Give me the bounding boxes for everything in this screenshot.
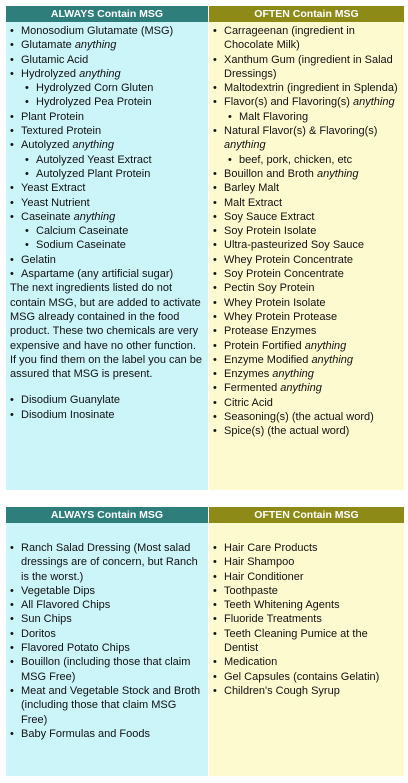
often-contain-column — [209, 507, 404, 776]
item-text: Autolyzed — [21, 139, 73, 152]
item-qualifier: anything — [316, 167, 359, 180]
list-item — [209, 353, 404, 367]
item-qualifier: anything — [79, 67, 121, 80]
item-text: Medication — [224, 656, 278, 669]
item-text: Hydrolyzed Pea Protein — [36, 96, 152, 109]
list-item — [209, 53, 404, 82]
list-item — [209, 95, 404, 109]
item-text: Hair Care Products — [224, 542, 318, 554]
always-contain-column — [6, 507, 208, 776]
list-item — [209, 655, 404, 669]
list-item — [6, 196, 208, 210]
list-item — [209, 381, 404, 395]
list-item — [209, 410, 404, 424]
list-item — [6, 210, 208, 224]
item-text: Flavored Potato Chips — [21, 642, 130, 655]
item-text: Doritos — [21, 627, 56, 640]
item-text: Glutamate — [21, 39, 75, 52]
item-text: Baby Formulas and Foods — [21, 727, 151, 740]
list-item — [6, 408, 208, 422]
item-text: Fluoride Treatments — [224, 613, 322, 626]
list-item — [209, 167, 404, 181]
item-text: Xanthum Gum (ingredient in Salad Dressings) — [224, 53, 393, 80]
sub-list-item — [6, 224, 208, 238]
list-item — [209, 627, 404, 656]
list-item — [6, 181, 208, 195]
item-qualifier: anything — [352, 96, 395, 109]
list-item — [6, 727, 208, 741]
sub-list-item — [6, 153, 208, 167]
item-text: Monosodium Glutamate (MSG) — [21, 25, 174, 37]
item-text: Disodium Guanylate — [21, 394, 121, 407]
sub-list-item — [6, 95, 208, 109]
item-text: Sodium Caseinate — [36, 239, 126, 252]
item-text: Gel Capsules (contains Gelatin) — [224, 670, 380, 683]
item-text: Soy Protein Isolate — [224, 225, 317, 238]
item-qualifier: anything — [73, 210, 116, 223]
sub-list-item — [6, 238, 208, 252]
list-item — [6, 138, 208, 152]
sub-list-item — [209, 153, 404, 167]
always-contain-column — [6, 6, 208, 490]
item-text: Autolyzed Plant Protein — [36, 167, 151, 180]
list-item — [209, 210, 404, 224]
activator-note: The next ingredients listed do not contain MSG, but are added to activate MSG already contained in the food product. These two chemicals are very expensive and have no other function. If you find them on the label you can be assured that MSG is present. — [10, 282, 203, 381]
msg-table-products — [6, 507, 404, 776]
list-item — [209, 310, 404, 324]
list-item — [209, 612, 404, 626]
item-text: Yeast Nutrient — [21, 196, 90, 209]
often-contain-column — [209, 6, 404, 490]
list-item — [209, 196, 404, 210]
list-item — [209, 367, 404, 381]
list-item — [209, 339, 404, 353]
item-text: Natural Flavor(s) & Flavoring(s) — [224, 125, 378, 138]
item-text: Spice(s) (the actual word) — [224, 425, 350, 438]
list-item — [209, 324, 404, 338]
list-item — [6, 612, 208, 626]
item-text: Flavor(s) and Flavoring(s) — [224, 96, 353, 109]
column-header: OFTEN Contain MSG — [209, 6, 404, 22]
item-text: Enzymes — [224, 368, 273, 381]
list-item — [209, 296, 404, 310]
list-item — [6, 67, 208, 81]
list-item — [209, 181, 404, 195]
item-text: Whey Protein Isolate — [224, 296, 326, 309]
list-item — [209, 670, 404, 684]
item-text: Hydrolyzed Corn Gluten — [36, 82, 154, 95]
list-item — [209, 541, 404, 555]
sub-list-item — [6, 81, 208, 95]
item-text: Gelatin — [21, 253, 56, 266]
item-qualifier: anything — [304, 339, 347, 352]
item-text: Whey Protein Protease — [224, 310, 338, 323]
item-text: Hydrolyzed — [21, 67, 80, 80]
item-text: Protein Fortified — [224, 339, 305, 352]
list-item — [209, 267, 404, 281]
item-text: Pectin Soy Protein — [224, 282, 315, 295]
list-item — [6, 627, 208, 641]
item-text: Ultra-pasteurized Soy Sauce — [224, 239, 365, 252]
ingredient-list — [209, 24, 404, 439]
item-text: Malt Extract — [224, 196, 283, 209]
item-text: Toothpaste — [224, 584, 278, 597]
list-item — [209, 570, 404, 584]
column-header: ALWAYS Contain MSG — [6, 507, 208, 523]
item-text: All Flavored Chips — [21, 599, 111, 612]
item-text: Meat and Vegetable Stock and Broth (including those that claim MSG Free) — [21, 684, 201, 726]
list-item — [209, 224, 404, 238]
product-list — [6, 541, 208, 741]
item-text: Carrageenan (ingredient in Chocolate Milk) — [224, 25, 355, 52]
item-text: Autolyzed Yeast Extract — [36, 153, 152, 166]
item-qualifier: anything — [224, 139, 266, 152]
item-text: Textured Protein — [21, 125, 102, 138]
list-item — [209, 555, 404, 569]
item-text: beef, pork, chicken, etc — [239, 153, 353, 166]
item-text: Glutamic Acid — [21, 53, 89, 66]
list-item — [209, 81, 404, 95]
item-text: Hair Shampoo — [224, 556, 295, 569]
item-text: Maltodextrin (ingredient in Splenda) — [224, 82, 398, 95]
item-text: Sun Chips — [21, 613, 72, 626]
item-text: Bouillon and Broth — [224, 167, 317, 180]
list-item — [6, 393, 208, 407]
list-item — [209, 253, 404, 267]
column-header: OFTEN Contain MSG — [209, 507, 404, 523]
item-text: Protease Enzymes — [224, 325, 317, 338]
list-item — [209, 584, 404, 598]
item-text: Barley Malt — [224, 182, 280, 195]
item-qualifier: anything — [311, 353, 354, 366]
list-item — [209, 24, 404, 53]
item-text: Calcium Caseinate — [36, 225, 129, 238]
item-text: Malt Flavoring — [239, 110, 309, 123]
item-text: Ranch Salad Dressing (Most salad dressings are of concern, but Ranch is the worst.) — [21, 542, 198, 583]
list-item — [209, 281, 404, 295]
list-item — [6, 541, 208, 584]
list-item — [209, 124, 404, 153]
item-text: Hair Conditioner — [224, 570, 304, 583]
list-item — [6, 655, 208, 684]
column-header: ALWAYS Contain MSG — [6, 6, 208, 22]
list-item — [6, 584, 208, 598]
msg-table-ingredients — [6, 6, 404, 490]
list-item — [209, 684, 404, 698]
list-item — [6, 598, 208, 612]
item-text: Yeast Extract — [21, 182, 86, 195]
list-item — [209, 396, 404, 410]
item-text: Fermented — [224, 382, 281, 395]
list-item — [209, 424, 404, 438]
item-qualifier: anything — [72, 139, 114, 152]
item-qualifier: anything — [280, 382, 322, 395]
item-text: Citric Acid — [224, 396, 273, 409]
item-text: Teeth Cleaning Pumice at the Dentist — [224, 627, 368, 655]
item-text: Whey Protein Concentrate — [224, 253, 354, 266]
item-text: Soy Protein Concentrate — [224, 268, 344, 281]
list-item — [6, 24, 208, 38]
item-text: Plant Protein — [21, 110, 84, 123]
sub-list-item — [209, 110, 404, 124]
list-item — [6, 110, 208, 124]
activator-list — [6, 393, 208, 422]
item-text: Vegetable Dips — [21, 584, 95, 597]
list-item — [6, 684, 208, 727]
item-text: Aspartame (any artificial sugar) — [21, 268, 174, 281]
item-qualifier: anything — [272, 368, 314, 381]
item-text: Enzyme Modified — [224, 353, 312, 366]
item-qualifier: anything — [74, 39, 117, 52]
item-text: Disodium Inosinate — [21, 408, 115, 421]
item-text: Soy Sauce Extract — [224, 210, 315, 223]
list-item — [209, 598, 404, 612]
list-item — [6, 641, 208, 655]
list-item — [6, 267, 208, 281]
list-item — [6, 253, 208, 267]
ingredient-list — [6, 24, 208, 281]
item-text: Bouillon (including those that claim MSG Free) — [21, 656, 191, 683]
sub-list-item — [6, 167, 208, 181]
list-item — [209, 238, 404, 252]
item-text: Teeth Whitening Agents — [224, 599, 340, 612]
product-list — [209, 541, 404, 698]
list-item — [6, 124, 208, 138]
list-item — [6, 53, 208, 67]
item-text: Seasoning(s) (the actual word) — [224, 411, 374, 424]
list-item — [6, 38, 208, 52]
item-text: Children's Cough Syrup — [224, 684, 340, 697]
item-text: Caseinate — [21, 210, 74, 223]
